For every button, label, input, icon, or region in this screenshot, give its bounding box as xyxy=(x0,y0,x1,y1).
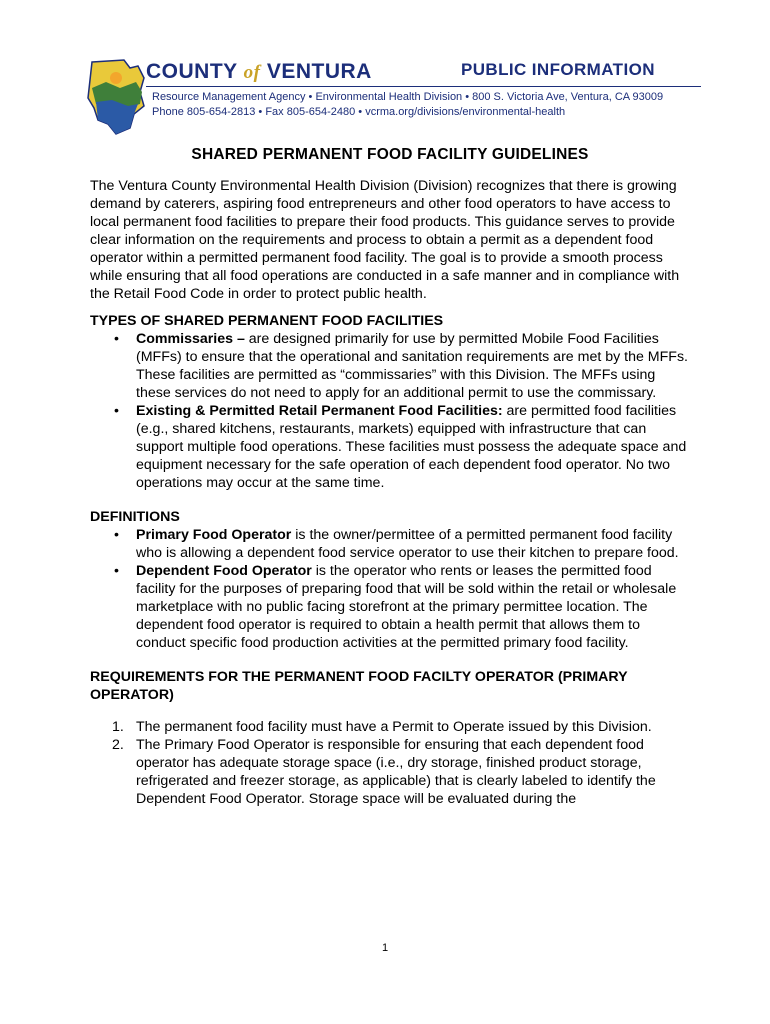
document-title: SHARED PERMANENT FOOD FACILITY GUIDELINES xyxy=(191,146,589,163)
intro-paragraph: The Ventura County Environmental Health Division (Division) recognizes that there is growing demand by caterers, aspiring food entrepreneurs and other food operators to have access to local permanent food facilities to prepare their food products. This guidance serves to provide clear information on the requirements and process to obtain a permit as a dependent food operator within a permitted permanent food facility. The goal is to provide a smooth process while ensuring that all food operations are conducted in a safe manner and in compliance with the Retail Food Code in order to protect public health. xyxy=(90,178,680,302)
agency-contact: Phone 805-654-2813 • Fax 805-654-2480 • vcrma.org/divisions/environmental-health xyxy=(152,106,566,118)
list-item xyxy=(114,562,690,652)
list-item xyxy=(112,718,690,736)
item-term: Dependent Food Operator xyxy=(136,563,312,579)
bullet-icon: • xyxy=(114,331,119,347)
list-item xyxy=(114,526,690,562)
item-term: Primary Food Operator xyxy=(136,527,292,543)
requirements-heading: REQUIREMENTS FOR THE PERMANENT FOOD FACILTY OPERATOR (PRIMARY OPERATOR) xyxy=(90,669,628,703)
types-list xyxy=(90,330,690,492)
item-text: is the operator who rents or leases the permitted food facility for the purposes of preparing food that will be sold within the retail or wholesale marketplace with no public facing storefront at the primary permittee location. The dependent food operator is required to obtain a health permit that allows them to conduct specific food production activities at the permitted primary food facility. xyxy=(136,563,677,651)
list-item xyxy=(112,736,690,808)
requirements-list xyxy=(90,718,690,808)
item-text: are designed primarily for use by permitted Mobile Food Facilities (MFFs) to ensure that the operational and sanitation requirements are met by the MFFs. These facilities are permitted as “commissaries” with this Division. The MFFs using these services do not need to apply for an additional permit to use the commissary. xyxy=(136,331,688,401)
ventura-county-map-logo xyxy=(86,58,148,136)
bullet-icon: • xyxy=(114,563,119,579)
item-text: are permitted food facilities (e.g., shared kitchens, restaurants, markets) equipped with infrastructure that can support multiple food operations. These facilities must possess the adequate space and equipment necessary for the safe operation of each dependent food operator. No two operations may occur at the same time. xyxy=(136,403,687,491)
item-text: is the owner/permittee of a permitted permanent food facility who is allowing a dependent food service operator to use their kitchen to prepare food. xyxy=(136,527,679,561)
item-number: 1. xyxy=(112,719,124,735)
types-heading: TYPES OF SHARED PERMANENT FOOD FACILITIES xyxy=(90,313,444,329)
item-text: The Primary Food Operator is responsible for ensuring that each dependent food operator has adequate storage space (i.e., dry storage, finished product storage, refrigerated and freezer storage, as applicable) that is clearly labeled to identify the Dependent Food Operator. Storage space will be evaluated during the xyxy=(136,737,656,807)
item-term: Existing & Permitted Retail Permanent Food Facilities: xyxy=(136,403,503,419)
definitions-list xyxy=(90,526,690,652)
definitions-heading: DEFINITIONS xyxy=(90,509,180,525)
item-text: The permanent food facility must have a Permit to Operate issued by this Division. xyxy=(136,719,652,735)
item-term: Commissaries – xyxy=(136,331,245,347)
agency-address: Resource Management Agency • Environmental Health Division • 800 S. Victoria Ave, Ventura, CA 93009 xyxy=(152,91,664,103)
list-item xyxy=(114,402,690,492)
public-information-heading: PUBLIC INFORMATION xyxy=(461,60,655,79)
county-logo-wordmark: COUNTY of VENTURA xyxy=(146,60,372,83)
bullet-icon: • xyxy=(114,403,119,419)
header-divider xyxy=(146,86,701,87)
item-number: 2. xyxy=(112,737,124,753)
bullet-icon: • xyxy=(114,527,119,543)
document-body xyxy=(90,146,690,808)
list-item xyxy=(114,330,690,402)
letterhead xyxy=(86,56,706,136)
page-number: 1 xyxy=(381,942,389,954)
